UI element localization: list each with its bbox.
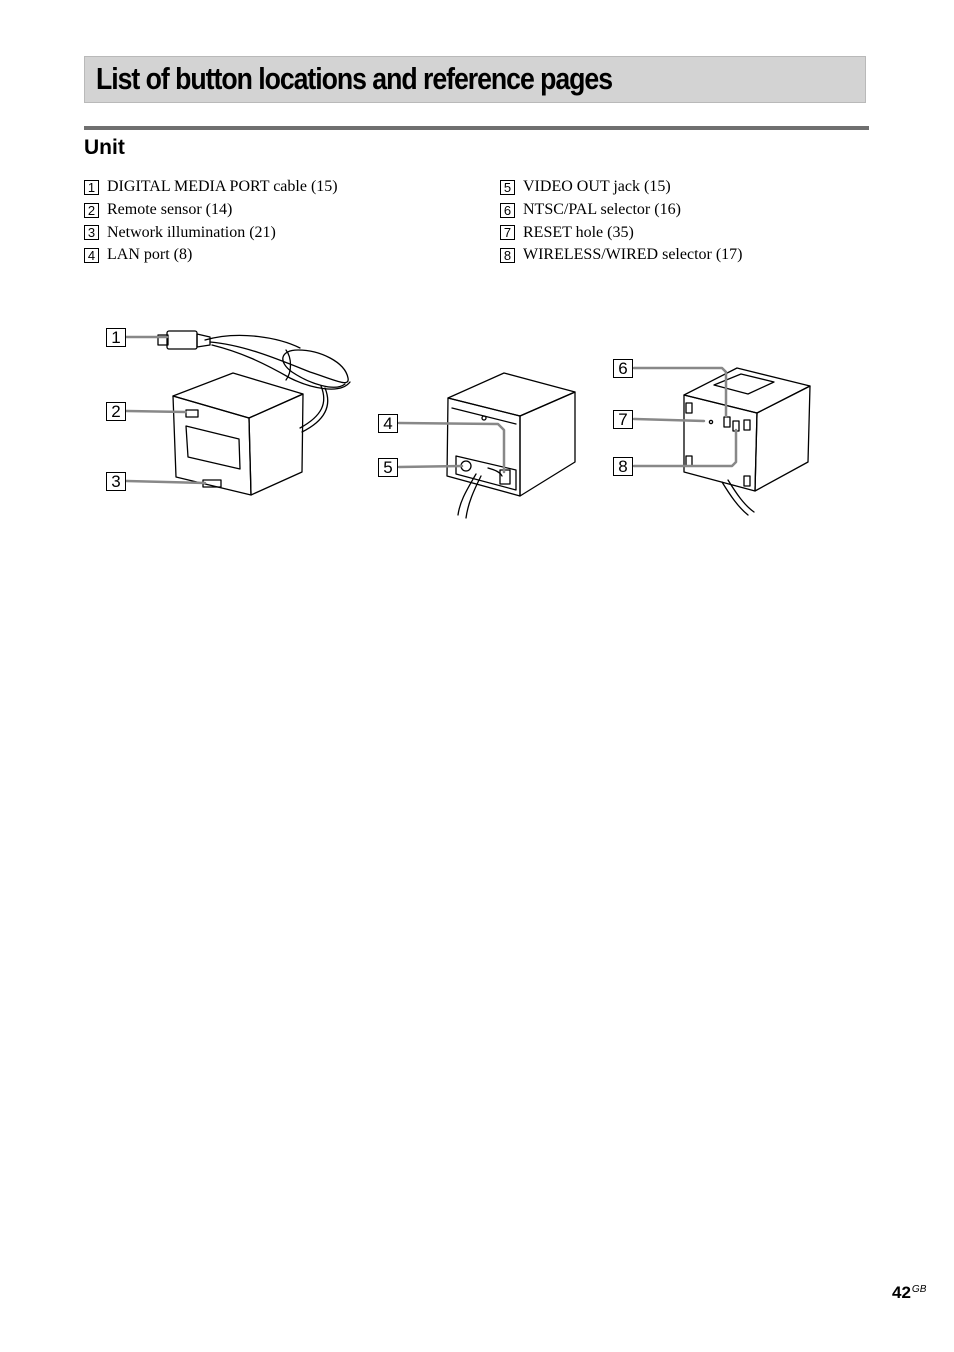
legend-number: 6 (500, 203, 515, 218)
legend-label: NTSC/PAL selector (16) (523, 201, 681, 219)
cable-coil (212, 345, 350, 389)
cube-front (520, 392, 575, 496)
leader-line (126, 411, 186, 412)
slot (686, 403, 692, 413)
leader-line (634, 368, 726, 416)
page-title: List of button locations and reference pages (96, 61, 613, 96)
unit-illustration (0, 0, 954, 560)
callout-8: 8 (613, 457, 633, 476)
callout-4: 4 (378, 414, 398, 433)
ntsc-pal-selector (724, 417, 730, 427)
leader-line (399, 466, 462, 467)
leader-line (634, 430, 736, 466)
legend-label: VIDEO OUT jack (15) (523, 178, 671, 196)
cube-top (448, 373, 575, 416)
cable-tail (300, 386, 324, 428)
cable-coil (210, 342, 348, 387)
remote-sensor (186, 410, 198, 417)
cube-side (249, 394, 303, 495)
legend-number: 2 (84, 203, 99, 218)
slot (744, 420, 750, 430)
cable-connector (167, 331, 197, 349)
page-number-value: 42 (892, 1283, 911, 1302)
legend-number: 5 (500, 180, 515, 195)
legend-label: Network illumination (21) (107, 223, 276, 241)
legend-label: WIRELESS/WIRED selector (17) (523, 246, 743, 264)
callout-2: 2 (106, 402, 126, 421)
legend-number: 7 (500, 225, 515, 240)
legend-label: LAN port (8) (107, 246, 193, 264)
section-title: Unit (84, 136, 125, 159)
cube-front (755, 386, 810, 491)
unit-rear-view (399, 373, 575, 518)
unit-selector-view (634, 368, 810, 515)
front-panel (186, 426, 240, 469)
legend-number: 3 (84, 225, 99, 240)
callout-6: 6 (613, 359, 633, 378)
legend-number: 4 (84, 248, 99, 263)
legend-label: DIGITAL MEDIA PORT cable (15) (107, 178, 338, 196)
callout-7: 7 (613, 410, 633, 429)
cube-top (173, 373, 303, 418)
cable-connector-neck (197, 334, 210, 347)
leader-line (399, 423, 504, 472)
unit-front-view (126, 331, 350, 495)
legend-label: RESET hole (35) (523, 223, 634, 241)
slot (686, 456, 692, 466)
leader-line (634, 419, 704, 421)
cable-coil (205, 335, 300, 348)
reset-hole (709, 420, 712, 423)
top-window (714, 374, 774, 394)
callout-3: 3 (106, 472, 126, 491)
legend-number: 1 (84, 180, 99, 195)
selector-cable (722, 482, 748, 515)
page-number-suffix: GB (911, 1284, 927, 1295)
callout-1: 1 (106, 328, 126, 347)
screw (482, 416, 486, 420)
page-number (892, 1283, 926, 1303)
cube-top (684, 368, 810, 413)
legend-label: Remote sensor (14) (107, 201, 233, 219)
legend-number: 8 (500, 248, 515, 263)
callout-5: 5 (378, 458, 398, 477)
slot (744, 476, 750, 486)
